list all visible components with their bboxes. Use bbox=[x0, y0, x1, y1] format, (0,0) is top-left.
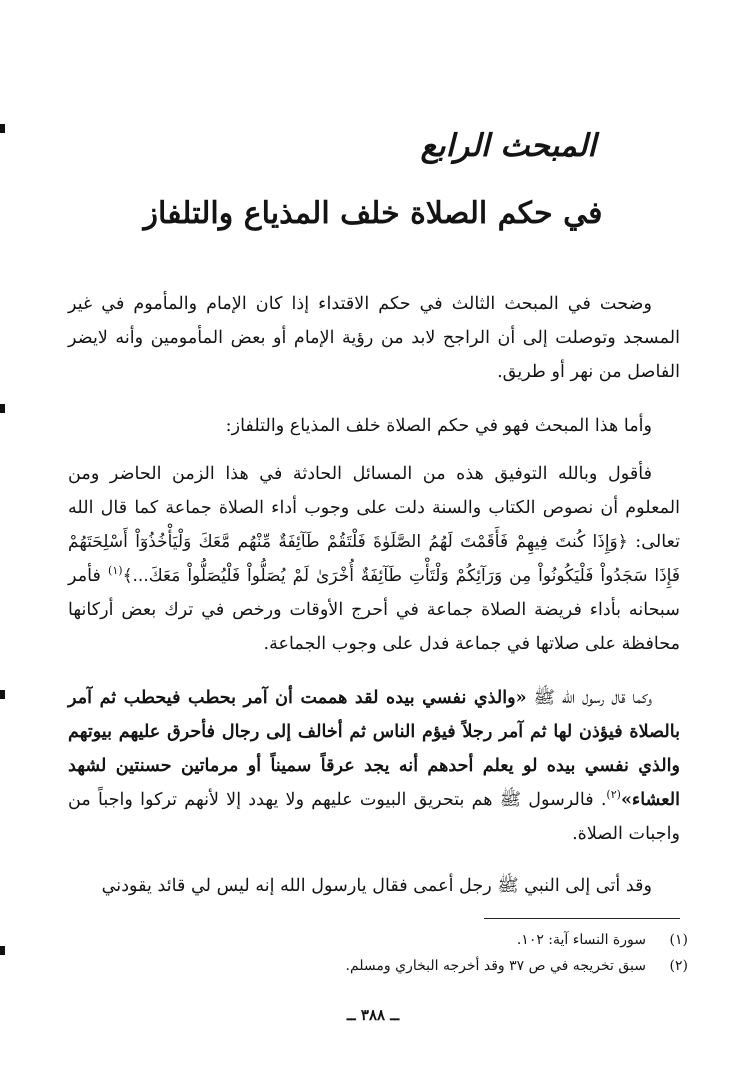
footnote-number: (٢) bbox=[669, 958, 688, 974]
section-label: المبحث الرابع bbox=[420, 128, 596, 164]
paragraph-3-rest: فأمر سبحانه بأداء فريضة الصلاة جماعة في أحرج الأوقات ورخص في ترك بعض أركانها محافظة على صلاتها في جماعة فدل على وجوب الجماعة. bbox=[68, 566, 680, 654]
edge-mark bbox=[0, 690, 5, 699]
footnote-text: سبق تخريجه في ص ٣٧ وقد أخرجه البخاري ومسلم. bbox=[345, 958, 646, 974]
footnote-divider bbox=[484, 918, 680, 919]
paragraph-1-text: وضحت في المبحث الثالث في حكم الاقتداء إذا كان الإمام والمأموم في غير المسجد وتوصلت إلى أن الراجح لابد من رؤية الإمام أو بعض المأمومين وأنه لايضر الفاصل من نهر أو طريق. bbox=[68, 294, 680, 382]
quran-verse: ﴿وَإِذَا كُنتَ فِيهِمْ فَأَقَمْتَ لَهُمُ الصَّلَوٰةَ فَلْتَقُمْ طَآئِفَةٌ مِّنْهُم مَّعَكَ وَلْيَأْخُذُوٓاْ أَسْلِحَتَهُمْ فَإِذَا سَجَدُواْ فَلْيَكُونُواْ مِن وَرَآئِكُمْ وَلْتَأْتِ طَآئِفَةٌ أُخْرَىٰ لَمْ يُصَلُّواْ فَلْيُصَلُّواْ مَعَكَ...﴾ bbox=[68, 532, 680, 586]
edge-mark bbox=[0, 946, 5, 955]
chapter-title: في حكم الصلاة خلف المذياع والتلفاز bbox=[143, 196, 603, 231]
edge-mark bbox=[0, 404, 5, 413]
paragraph-2-text: وأما هذا المبحث فهو في حكم الصلاة خلف المذياع والتلفاز: bbox=[225, 416, 652, 436]
footnote-1 bbox=[68, 927, 688, 953]
paragraph-4 bbox=[68, 681, 680, 851]
hadith-text: «والذي نفسي بيده لقد هممت أن آمر بحطب فيحطب ثم آمر بالصلاة فيؤذن لها ثم آمر رجلاً فيؤم الناس ثم أخالف إلى رجال فأحرق عليهم بيوتهم والذي نفسي بيده لو يعلم أحدهم أنه يجد عرقاً سميناً أو مرماتين حسنتين لشهد العشاء» bbox=[68, 687, 680, 810]
footnotes bbox=[68, 927, 688, 979]
footnote-ref-1: (١) bbox=[108, 564, 123, 578]
paragraph-5-text: وقد أتى إلى النبي ﷺ رجل أعمى فقال يارسول الله إنه ليس لي قائد يقودني bbox=[101, 876, 652, 896]
paragraph-3-intro: فأقول وبالله التوفيق هذه من المسائل الحادثة في هذا الزمن الحاضر ومن المعلوم أن نصوص الكتاب والسنة دلت على وجوب أداء الصلاة جماعة كما قال الله تعالى: bbox=[68, 464, 680, 552]
footnote-ref-2: (٢) bbox=[606, 788, 621, 802]
paragraph-4-rest: . فالرسول ﷺ هم بتحريق البيوت عليهم ولا يهدد إلا لأنهم تركوا واجباً من واجبات الصلاة. bbox=[68, 790, 680, 844]
page-number: ــ ٣٨٨ ــ bbox=[346, 1006, 400, 1024]
footnote-2 bbox=[68, 953, 688, 979]
paragraph-2 bbox=[68, 409, 680, 443]
footnote-text: سورة النساء آية: ١٠٢. bbox=[516, 932, 646, 948]
paragraph-3 bbox=[68, 457, 680, 661]
footnote-number: (١) bbox=[669, 932, 688, 948]
edge-mark bbox=[0, 124, 5, 133]
paragraph-4-intro: وكما قال رسول الله ﷺ bbox=[526, 688, 653, 708]
paragraph-1 bbox=[68, 287, 680, 389]
paragraph-5 bbox=[68, 869, 680, 903]
